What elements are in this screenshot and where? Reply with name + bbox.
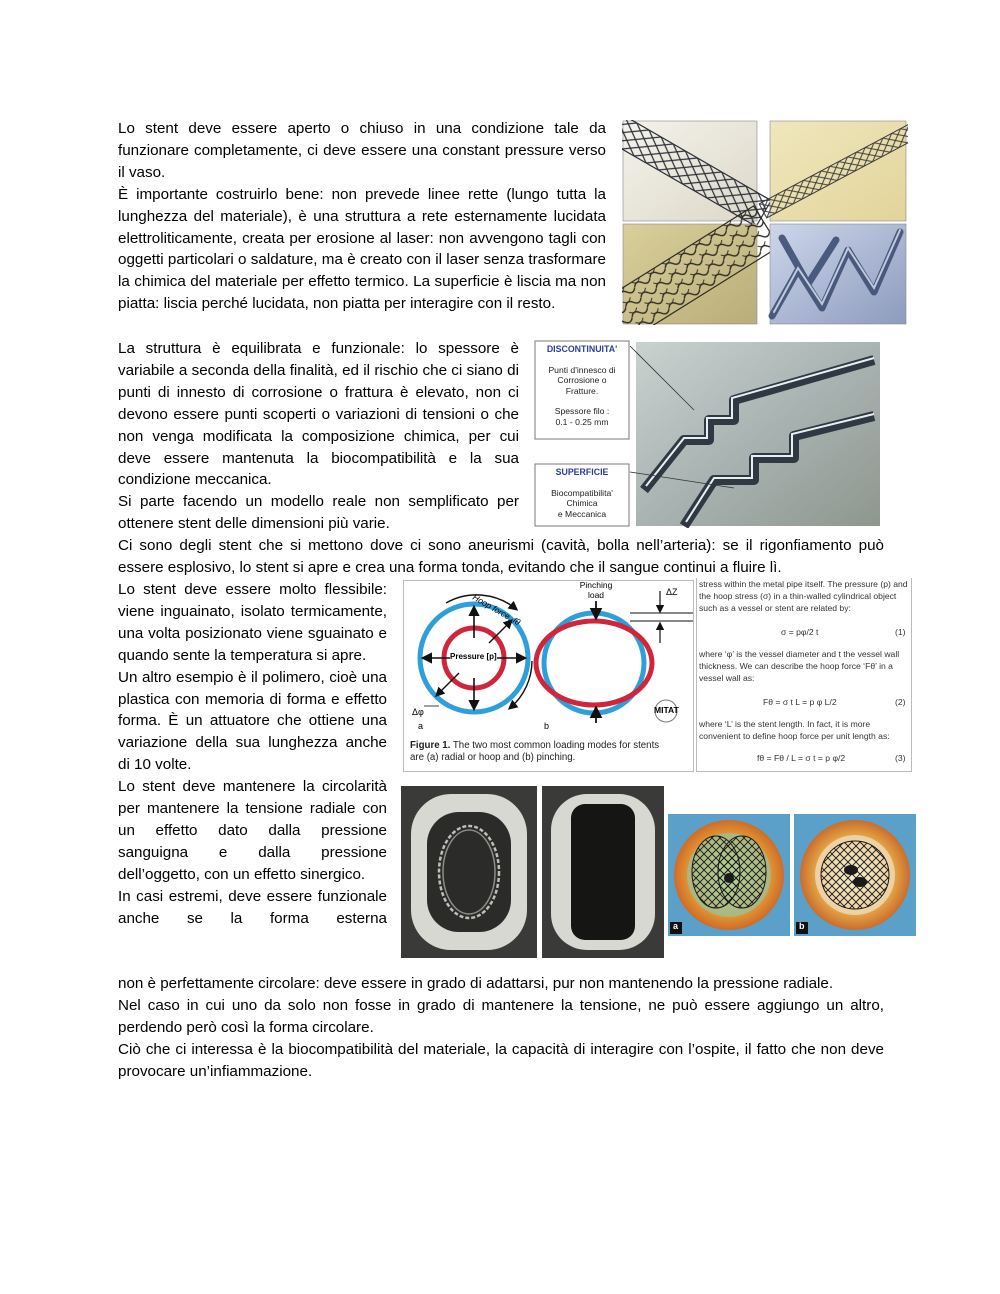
surface-line-2: Chimica <box>566 498 598 508</box>
surface-line-3: e Meccanica <box>557 508 607 519</box>
eq-text-line-4: where ‘φ’ is the vessel diameter and t the vessel wall <box>699 649 900 659</box>
discontinuity-title: DISCONTINUITA' <box>546 344 618 354</box>
equation-2: Fθ = σ t L = p φ L/2 <box>763 697 837 707</box>
eq-text-line-5: thickness. We can describe the hoop force ‘Fθ’ in a <box>699 661 893 671</box>
paragraph-2: È importante costruirlo bene: non prevede linee rette (lungo tutta la lunghezza del materiale), è una struttura a rete esternamente lucidata elettroliticamente, creata per erosione al laser: non avvengono tagli con oggetti particolari o saldature, ma è creato con il laser senza trasformare la chimica del materiale per effetto termico. La superficie è liscia ma non piatta: liscia perché lucidata, non piatta per interagire con il resto. <box>118 185 606 313</box>
caption-bold: Figure 1. <box>410 740 451 751</box>
mitat-logo: MITAT <box>654 705 679 715</box>
surface-title: SUPERFICIE <box>555 467 609 477</box>
paragraph-6: Lo stent deve essere molto flessibile: viene inguainato, isolato termicamente, una volta posizionato viene sguainato e quando sente la temperatura si apre. <box>118 581 387 664</box>
discontinuity-line-1: Punti d'innesco di <box>548 364 616 375</box>
hoop-force-label: Hoop force, fθ <box>471 592 523 628</box>
paragraph-9b: non è perfettamente circolare: deve essere in grado di adattarsi, pur non mantenendo la pressione radiale. <box>118 975 834 992</box>
equation-1-number: (1) <box>895 627 906 637</box>
paragraph-4: Si parte facendo un modello reale non semplificato per ottenere stent delle dimensioni più varie. <box>118 493 519 533</box>
eq-text-line-2: the hoop stress (σ) in a thin-walled cylindrical object <box>699 591 897 601</box>
equation-3: fθ = Fθ / L = σ t = p φ/2 <box>757 753 846 763</box>
eq-text-line-1: stress within the metal pipe itself. The pressure (p) and <box>699 579 908 589</box>
eq-text-line-7: where ‘L’ is the stent length. In fact, it is more <box>699 719 871 729</box>
pinching-line-2: load <box>587 589 605 600</box>
stent-cross-section-photos <box>668 814 916 936</box>
discontinuity-box <box>536 342 628 438</box>
cross-label-a: a <box>673 921 679 931</box>
discontinuity-line-3: Fratture. <box>565 385 599 396</box>
paragraph-5: Ci sono degli stent che si mettono dove ci sono aneurismi (cavità, bolla nell’arteria): se il rigonfiamento può essere esplosivo, lo stent si apre e crea una forma tonda, evitando che il sangue continui a fluire lì. <box>118 537 884 576</box>
pressure-label: Pressure [p] <box>450 652 497 661</box>
stent-cross-section-image <box>668 814 916 936</box>
paragraph-9a: In casi estremi, deve essere funzionale anche se la forma esterna <box>118 887 387 927</box>
label-a: a <box>418 721 424 731</box>
paragraph-block-left <box>118 579 387 930</box>
discontinuity-line-4: Spessore filo : <box>554 406 610 416</box>
paragraph-10: Nel caso in cui uno da solo non fosse in grado di mantenere la tensione, ne può essere aggiungo un altro, perdendo però così la forma circolare. <box>118 996 884 1036</box>
equation-1: σ = pφ/2 t <box>781 627 819 637</box>
surface-box <box>536 465 628 525</box>
stent-photos-image <box>622 120 908 325</box>
loading-modes-figure <box>403 580 694 772</box>
stent-tube-photos <box>401 786 664 958</box>
paragraph-7: Un altro esempio è il polimero, cioè una plastica con memoria di forma e effetto forma. È un attuatore che ottiene una variazione della sua lunghezza anche di 10 volte. <box>118 668 387 774</box>
figure-caption <box>410 740 659 764</box>
surface-line-1: Biocompatibilita' <box>551 487 613 498</box>
discontinuity-line-2: Corrosione o <box>557 375 607 385</box>
equation-2-number: (2) <box>895 697 906 707</box>
pinching-load-label <box>574 581 618 600</box>
equation-3-number: (3) <box>895 753 906 763</box>
delta-z-label: ΔZ <box>666 587 678 597</box>
paragraph-block-middle <box>118 338 519 535</box>
stent-tube-image <box>401 786 664 958</box>
eq-text-line-6: vessel wall as: <box>699 673 755 683</box>
paragraph-8: Lo stent deve mantenere la circolarità per mantenere la tensione radiale con un effetto dato dalla pressione sanguigna e dalla pressione dell’oggetto, con un effetto sinergico. <box>118 778 387 883</box>
paragraph-block-bottom <box>118 973 884 1083</box>
paragraph-3: La struttura è equilibrata e funzionale: lo spessore è variabile a seconda della finalità, ed il rischio che ci siano di punti di innesto di corrosione o frattura è elevato, non ci devono essere punti scoperti o variazioni di tensioni o che non venga modificata la composizione chimica, per cui deve essere mantenuta la biocompatibilità e la sua condizione meccanica. <box>118 340 519 489</box>
equations-excerpt <box>696 578 912 772</box>
discontinuity-line-5: 0.1 - 0.25 mm <box>555 416 609 427</box>
stent-photo-grid <box>622 120 908 325</box>
paragraph-1: Lo stent deve essere aperto o chiuso in una condizione tale da funzionare completamente, ci deve essere una constant pressure verso il vaso. <box>118 120 606 181</box>
label-b: b <box>544 721 550 731</box>
eq-text-line-3: such as a vessel or stent are related by: <box>699 603 851 613</box>
pinching-line-1: Pinching <box>579 580 613 590</box>
stent-detail-figure <box>534 340 882 528</box>
paragraph-block-top <box>118 118 606 315</box>
caption-rest: The two most common loading modes for stents <box>450 740 660 751</box>
cross-label-b: b <box>799 921 805 931</box>
caption-line-2: are (a) radial or hoop and (b) pinching. <box>410 752 576 763</box>
delta-phi-label: Δφ <box>412 707 424 717</box>
eq-text-line-8: convenient to define hoop force per unit length as: <box>699 731 890 741</box>
paragraph-11: Ciò che ci interessa è la biocompatibilità del materiale, la capacità di interagire con l’ospite, il fatto che non deve provocare un’infiammazione. <box>118 1040 884 1080</box>
